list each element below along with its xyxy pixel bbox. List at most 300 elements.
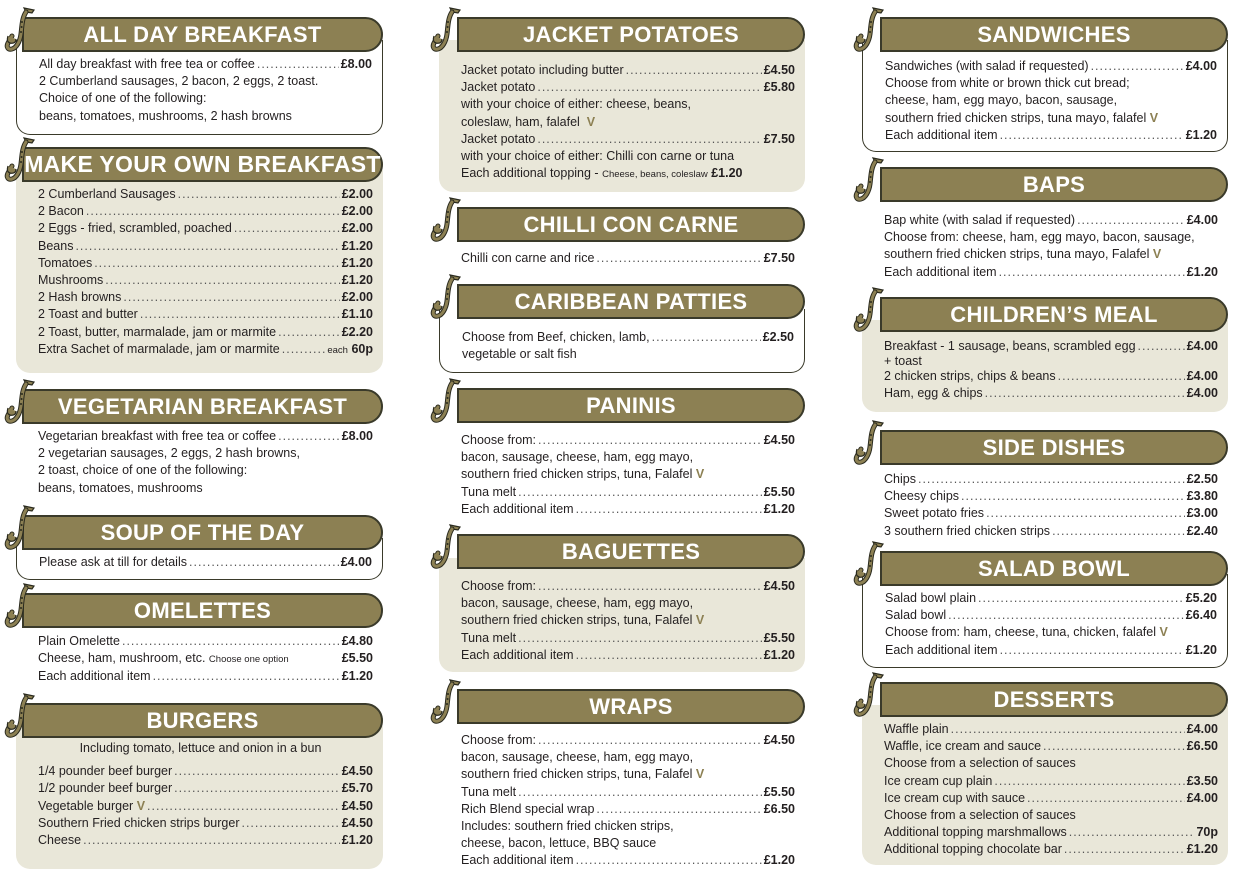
item-price: £3.50 [1186,773,1218,788]
item-price: £2.50 [762,330,794,344]
item-name: Jacket potato including butter [461,63,624,77]
item-price: £4.00 [1186,369,1218,384]
item-price: £4.50 [341,764,373,779]
section-body [16,40,383,135]
section-body [862,320,1228,412]
item-text: + toast [884,354,922,369]
item-name: Sandwiches (with salad if requested) [885,59,1089,73]
item-name: Breakfast - 1 sausage, beans, scrambled egg [884,339,1136,353]
leader-dots [123,289,339,306]
saxophone-icon [853,286,887,334]
leader-dots [178,186,340,203]
section-body [16,412,383,504]
menu-row [884,471,1218,488]
leader-dots [537,131,761,148]
item-text: cheese, bacon, lettuce, BBQ sauce [461,836,657,851]
item-text-part: southern fried chicken strips, tuna mayo, falafel [885,110,1147,125]
saxophone-icon [430,196,464,244]
item-price: £1.20 [1185,127,1217,142]
vegetarian-mark: V [1159,625,1168,640]
leader-dots [538,578,762,595]
vegetarian-mark: V [695,767,705,782]
item-name: Ham, egg & chips [884,386,983,401]
item-name: 2 Toast and butter [38,307,138,322]
item-name: Ice cream cup with sauce [884,790,1026,805]
section-body [862,190,1228,282]
leader-dots [1052,523,1185,540]
menu-row [38,668,373,685]
item-text: Choose from a selection of sauces [884,756,1076,771]
menu-row [461,501,795,518]
leader-dots [918,471,1185,488]
vegetarian-mark: V [136,798,146,813]
menu-row [885,127,1217,144]
menu-row [38,780,373,797]
section-title: JACKET POTATOES [457,17,805,52]
item-price: £4.00 [1186,790,1218,805]
item-name: Chilli con carne and rice [461,251,595,265]
item-name: Choose from Beef, chicken, lamb, [462,330,650,344]
section-title: SIDE DISHES [880,430,1228,465]
item-price: £5.50 [763,484,795,499]
item-name: All day breakfast with free tea or coffee [39,57,255,71]
menu-row [884,488,1218,505]
vegetarian-mark: V [586,114,596,129]
menu-row [39,56,372,73]
item-price: £4.00 [1185,59,1217,73]
item-text-part: southern fried chicken strips, tuna mayo, Falafel [884,247,1150,262]
leader-dots [94,255,340,272]
item-name: Cheese, ham, mushroom, etc. [38,651,206,666]
section-title: SOUP OF THE DAY [22,515,383,550]
item-text-part: coleslaw, ham, falafel [461,114,580,129]
menu-row [884,338,1218,355]
menu-row [884,385,1218,402]
item-price: £5.20 [1185,591,1217,605]
item-name: Vegetable burger [38,798,134,813]
leader-dots [174,763,340,780]
vegetarian-mark: V [695,467,705,482]
item-text: Choose from a selection of sauces [884,808,1076,823]
item-text: Choose from: cheese, ham, egg mayo, bacon, sausage, [884,230,1195,245]
item-text [885,110,1217,127]
section-body [439,712,805,872]
menu-row [38,650,373,668]
item-name: Additional topping chocolate bar [884,842,1062,857]
item-text-part: southern fried chicken strips, tuna, Falafel [461,767,693,782]
leader-dots [105,272,339,289]
item-name: 1/2 pounder beef burger [38,781,173,796]
item-price: £4.50 [341,798,373,813]
item-price: £3.80 [1186,489,1218,504]
item-name: Tuna melt [461,784,517,799]
menu-row [461,784,795,801]
item-price: £2.00 [341,290,373,305]
item-name: Each additional topping - [461,166,599,181]
menu-row [461,801,795,818]
menu-row [461,630,795,647]
menu-row [885,58,1217,75]
section-title: VEGETARIAN BREAKFAST [22,389,383,424]
leader-dots [518,784,762,801]
section-title: BAGUETTES [457,534,805,569]
leader-dots [978,590,1184,607]
item-text: bacon, sausage, cheese, ham, egg mayo, [461,450,694,465]
menu-row [38,272,373,289]
item-price: £2.00 [341,187,373,201]
item-price: £6.40 [1185,608,1217,623]
section-body [862,705,1228,865]
item-text [885,624,1217,641]
item-name: Tomatoes [38,255,93,270]
section-body [439,558,805,672]
item-name: 2 chicken strips, chips & beans [884,369,1056,384]
item-name: Choose from: [461,433,537,447]
item-name: Beans [38,238,74,253]
leader-dots [951,721,1185,738]
item-price: £2.40 [1186,523,1218,538]
saxophone-icon [430,6,464,54]
item-price: £2.50 [1186,472,1218,486]
item-text: with your choice of either: cheese, beans, [461,97,691,112]
leader-dots [278,324,340,341]
item-price: £1.20 [341,669,373,684]
item-text [461,766,795,783]
leader-dots [596,801,761,818]
item-price: £8.00 [341,429,373,443]
menu-row [39,554,372,571]
item-name: 2 Cumberland Sausages [38,187,176,201]
menu-row [461,852,795,869]
section-title: CHILDREN’S MEAL [880,297,1228,332]
vegetarian-mark: V [1152,247,1162,262]
menu-row [38,220,373,237]
item-text: vegetable or salt fish [462,347,577,362]
item-name: Choose from: [461,733,537,747]
section-title: SANDWICHES [880,17,1228,52]
item-note: Choose one option [208,654,289,666]
item-text-part: southern fried chicken strips, tuna, Falafel [461,467,693,482]
item-name: Choose from: [461,579,537,593]
item-price: £1.20 [763,647,795,662]
section-title: CHILLI CON CARNE [457,207,805,242]
section-body [16,726,383,869]
saxophone-icon [853,419,887,467]
section-title: OMELETTES [22,593,383,628]
leader-dots [278,428,340,445]
item-price: £5.50 [763,784,795,799]
leader-dots [986,505,1185,522]
saxophone-icon [430,678,464,726]
item-text [461,466,795,483]
item-price: £4.50 [341,815,373,830]
leader-dots [153,668,340,685]
menu-row [885,642,1217,659]
section-body [862,455,1228,541]
section-title: ALL DAY BREAKFAST [22,17,383,52]
section-body [439,40,805,192]
item-name: Bap white (with salad if requested) [884,213,1076,227]
item-name: Each additional item [885,642,998,657]
leader-dots [1058,368,1185,385]
item-name: Additional topping marshmallows [884,825,1067,840]
leader-dots [1091,58,1184,75]
item-name: Each additional item [461,647,574,662]
menu-row [884,790,1218,807]
leader-dots [1000,127,1184,144]
item-note: each [327,344,348,356]
menu-row [38,324,373,341]
menu-row [461,79,795,96]
leader-dots [518,484,762,501]
leader-dots [147,798,340,815]
menu-row [884,738,1218,755]
item-name: Sweet potato fries [884,506,985,521]
item-price: £4.00 [340,555,372,569]
menu-row [38,341,373,359]
item-text: Choose from white or brown thick cut bread; [885,76,1130,91]
item-name: Tuna melt [461,484,517,499]
section-title: MAKE YOUR OWN BREAKFAST [22,147,383,182]
item-text [884,246,1218,263]
menu-row [38,633,373,650]
section-title: DESSERTS [880,682,1228,717]
section-intro: Including tomato, lettuce and onion in a bun [79,741,322,755]
item-price: £2.20 [341,324,373,339]
item-text: bacon, sausage, cheese, ham, egg mayo, [461,750,694,765]
saxophone-icon [4,504,38,552]
menu-row [884,368,1218,385]
leader-dots [999,264,1185,281]
item-name: Each additional item [38,669,151,684]
leader-dots [985,385,1185,402]
menu-row [38,203,373,220]
saxophone-icon [853,6,887,54]
saxophone-icon [853,540,887,588]
item-text-part: Choose from: ham, cheese, tuna, chicken, falafel [885,625,1156,640]
item-name: Ice cream cup plain [884,773,993,788]
item-price: £1.20 [763,501,795,516]
item-text: 2 toast, choice of one of the following: [38,463,248,478]
item-text [461,114,795,131]
menu-row [885,590,1217,607]
leader-dots [626,62,762,79]
leader-dots [538,432,762,449]
leader-dots [1000,642,1184,659]
item-price: 60p [351,341,373,356]
item-price: £8.00 [340,57,372,71]
item-name: Extra Sachet of marmalade, jam or marmite [38,341,280,356]
leader-dots [1138,338,1185,355]
leader-dots [1077,212,1185,229]
saxophone-icon [4,6,38,54]
leader-dots [576,647,762,664]
item-price: £4.00 [1186,339,1218,353]
item-name: Each additional item [884,264,997,279]
vegetarian-mark: V [1149,110,1159,125]
item-price: £1.20 [763,853,795,868]
item-price: £1.20 [341,833,373,848]
item-price: £1.10 [341,307,373,322]
item-price: £4.00 [1186,722,1218,736]
item-price: £4.00 [1186,213,1218,227]
item-name: 3 southern fried chicken strips [884,523,1051,538]
saxophone-icon [4,378,38,426]
leader-dots [122,633,340,650]
item-name: Southern Fried chicken strips burger [38,815,240,830]
section-title: WRAPS [457,689,805,724]
leader-dots [961,488,1185,505]
leader-dots [140,306,340,323]
leader-dots [189,554,339,571]
item-price: £1.20 [1185,642,1217,657]
leader-dots [1043,738,1185,755]
item-price: 70p [1196,825,1218,840]
menu-row [461,165,795,183]
item-name: Tuna melt [461,630,517,645]
item-price: £6.50 [763,801,795,816]
menu-row [38,428,373,445]
section-title: SALAD BOWL [880,551,1228,586]
item-price: £7.50 [763,131,795,146]
item-name: Plain Omelette [38,634,120,648]
leader-dots [576,852,762,869]
saxophone-icon [4,136,38,184]
menu-row [38,763,373,780]
menu-row [38,289,373,306]
item-name: Salad bowl plain [885,591,977,605]
leader-dots [652,329,761,346]
leader-dots [241,815,339,832]
section-body [862,40,1228,152]
item-name: Rich Blend special wrap [461,801,595,816]
menu-row [461,578,795,595]
menu-row [461,432,795,449]
menu-row [461,62,795,79]
menu-row [38,186,373,203]
item-name: 2 Hash browns [38,290,122,305]
leader-dots [83,832,340,849]
leader-dots [576,501,762,518]
item-price: £5.70 [341,781,373,796]
leader-dots [1069,824,1195,841]
item-price: £1.20 [1186,842,1218,857]
item-text: 2 Cumberland sausages, 2 bacon, 2 eggs, 2 toast. [39,74,319,89]
menu-row [38,238,373,255]
menu-row [461,732,795,749]
section-title: PANINIS [457,388,805,423]
menu-row [461,647,795,664]
menu-row [461,250,795,267]
saxophone-icon [430,273,464,321]
item-price: £4.50 [763,733,795,747]
menu-row [884,773,1218,790]
item-name: Vegetarian breakfast with free tea or coffee [38,429,277,443]
item-price: £1.20 [341,273,373,288]
item-price: £4.50 [763,433,795,447]
item-name: 1/4 pounder beef burger [38,764,173,779]
item-price: £2.00 [341,204,373,219]
item-name: Jacket potato [461,80,536,95]
item-price: £2.00 [341,221,373,236]
item-name: Jacket potato [461,131,536,146]
item-text: cheese, ham, egg mayo, bacon, sausage, [885,93,1118,108]
item-text: Includes: southern fried chicken strips, [461,819,674,834]
menu-row [38,832,373,849]
item-text [461,612,795,629]
saxophone-icon [853,156,887,204]
item-name: Waffle, ice cream and sauce [884,739,1042,754]
item-price: £4.50 [763,63,795,77]
item-price: £1.20 [1186,264,1218,279]
item-name: Cheesy chips [884,489,960,504]
leader-dots [174,780,340,797]
leader-dots [1027,790,1185,807]
saxophone-icon [4,582,38,630]
menu-row [884,264,1218,281]
item-name: Cheese [38,833,82,848]
item-price: £5.80 [763,80,795,95]
leader-dots [596,250,761,267]
menu-row [461,484,795,501]
menu-row [884,721,1218,738]
item-price: £4.80 [341,634,373,648]
leader-dots [537,79,761,96]
menu-row [462,329,794,346]
item-price: £3.00 [1186,506,1218,521]
item-note: Cheese, beans, coleslaw [602,169,708,181]
saxophone-icon [430,523,464,571]
section-body [16,170,383,373]
saxophone-icon [430,377,464,425]
item-name: Each additional item [461,853,574,868]
item-price: £1.20 [341,238,373,253]
menu-row [885,607,1217,624]
item-name: Waffle plain [884,722,949,736]
item-name: Each additional item [461,501,574,516]
item-price: £5.50 [341,651,373,666]
vegetarian-mark: V [695,613,705,628]
leader-dots [538,732,762,749]
leader-dots [1064,841,1185,858]
item-name: Please ask at till for details [39,555,187,569]
menu-row [38,815,373,832]
item-text: beans, tomatoes, mushrooms [38,480,203,495]
menu-row [38,798,373,815]
section-title: CARIBBEAN PATTIES [457,284,805,319]
item-name: Salad bowl [885,608,947,623]
item-text: Choice of one of the following: [39,91,207,106]
item-name: 2 Eggs - fried, scrambled, poached [38,221,232,236]
item-text: beans, tomatoes, mushrooms, 2 hash browns [39,108,292,123]
item-name: 2 Bacon [38,204,84,219]
leader-dots [75,238,339,255]
item-price: £4.00 [1186,386,1218,401]
leader-dots [518,630,762,647]
menu-row [884,841,1218,858]
section-title: BURGERS [22,703,383,738]
item-price: £6.50 [1186,739,1218,754]
item-name: Chips [884,472,916,486]
item-name: Mushrooms [38,273,104,288]
menu-row [884,523,1218,540]
item-price: £4.50 [763,579,795,593]
saxophone-icon [853,671,887,719]
item-price: £1.20 [711,166,743,181]
section-body [862,574,1228,668]
leader-dots [234,220,340,237]
item-text: 2 vegetarian sausages, 2 eggs, 2 hash browns, [38,446,300,461]
